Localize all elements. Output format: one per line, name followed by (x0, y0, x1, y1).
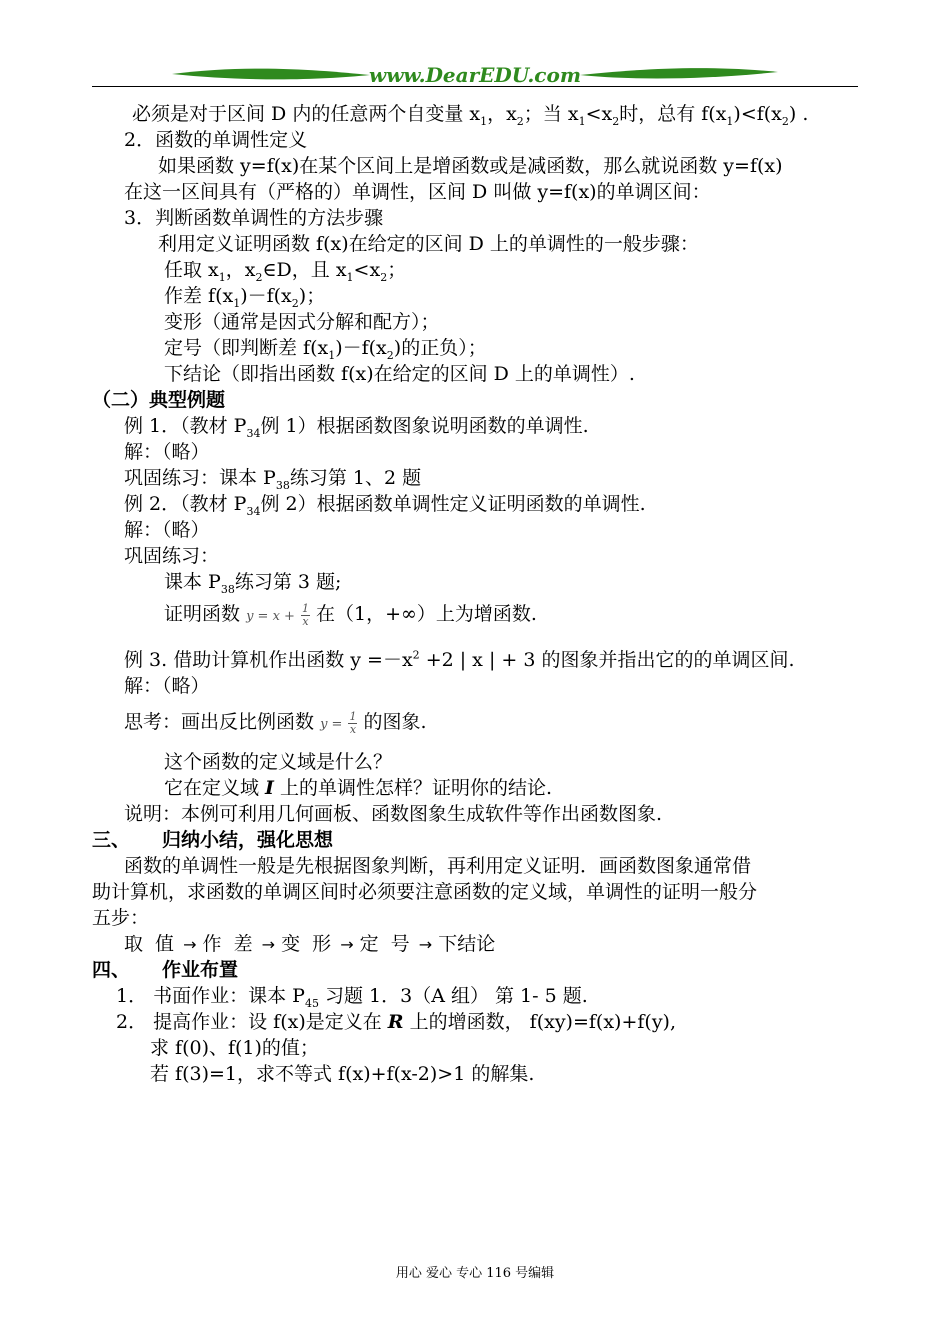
section-homework-title: 四、 作业布置 (92, 959, 239, 981)
logo-text: www.DearEDU.com (368, 63, 582, 87)
solution-2: 解：（略） (124, 519, 210, 541)
think-line: 思考：画出反比例函数 y = $\frac{1}{x}$ 的图象. (124, 709, 427, 736)
paragraph-line: 在这一区间具有（严格的）单调性，区间 D 叫做 y=f(x)的单调区间： (124, 181, 711, 203)
step-4: 定号（即判断差 $f(x_1)-f(x_2)$的正负）； (164, 337, 487, 362)
solution-1: 解：（略） (124, 441, 210, 463)
formula-lhs: y = (320, 717, 343, 732)
practice-2-item-1: 课本 $P_{38}$练习第 3 题; (164, 571, 342, 596)
practice-1: 巩固练习：课本 $P_{38}$练习第 1、2 题 (124, 467, 422, 492)
paragraph-line: 五步： (92, 907, 150, 929)
paragraph-line: 如果函数 y=f(x)在某个区间上是增函数或是减函数，那么就说函数 y=f(x) (158, 155, 783, 177)
arrow-right-icon: → (183, 935, 197, 954)
paragraph-line: 函数的单调性一般是先根据图象判断，再利用定义证明．画函数图象通常借 (124, 855, 752, 877)
formula-lhs: y = x + (246, 609, 295, 624)
paragraph-line: 利用定义证明函数 f(x)在给定的区间 D 上的单调性的一般步骤： (158, 233, 699, 255)
practice-2-item-2: 证明函数 y = x + $\frac{1}{x}$ 在（1，+∞）上为增函数. (164, 601, 537, 628)
line-definition-end: 必须是对于区间 D 内的任意两个自变量 $x_1$，$x_2$；当 $x_1<x_2$时，总有 $f(x_1)<f(x_2)$ . (132, 103, 809, 128)
section-typical-examples-title: （二）典型例题 (92, 389, 226, 411)
step-2: 作差 $f(x_1)-f(x_2)$； (164, 285, 326, 310)
arrow-right-icon: → (340, 935, 354, 954)
example-3: 例 3. 借助计算机作出函数 $y =-x^2 +2$ | x | + 3 的图象并指出它的的单调区间. (124, 648, 795, 671)
practice-2: 巩固练习： (124, 545, 220, 567)
page-footer: 用心 爱心 专心 116 号编辑 (395, 1266, 555, 1281)
homework-2-question-2: 若 f(3)=1，求不等式 f(x)+f(x-2)>1 的解集. (150, 1063, 535, 1085)
section-2-title: 2．函数的单调性定义 (124, 129, 308, 151)
fraction: $\frac{1}{x}$ (301, 601, 309, 628)
paragraph-line: 助计算机，求函数的单调区间时必须要注意函数的定义域，单调性的证明一般分 (92, 881, 758, 903)
homework-1: 1． 书面作业：课本 $P_{45}$ 习题 1．3（A 组） 第 1- 5 题. (116, 985, 588, 1010)
think-question-1: 这个函数的定义域是什么？ (164, 751, 393, 773)
example-2: 例 2．（教材 $P_{34}$例 2）根据函数单调性定义证明函数的单调性. (124, 493, 646, 518)
arrow-right-icon: → (418, 935, 433, 954)
note-line: 说明：本例可利用几何画板、函数图象生成软件等作出函数图象. (124, 803, 663, 825)
arrow-right-icon: → (261, 935, 276, 954)
homework-2-question-1: 求 f(0)、f(1)的值； (150, 1037, 319, 1059)
proof-steps-flow: 取 值 → 作 差 → 变 形 → 定 号 → 下结论 (124, 933, 496, 955)
section-summary-title: 三、 归纳小结，强化思想 (92, 829, 334, 851)
homework-2: 2． 提高作业：设 f(x)是定义在 R 上的增函数， f(xy)=f(x)+f(y), (116, 1011, 677, 1033)
fraction: $\frac{1}{x}$ (349, 709, 357, 736)
step-3: 变形（通常是因式分解和配方）； (164, 311, 440, 333)
section-3-title: 3．判断函数单调性的方法步骤 (124, 207, 384, 229)
think-question-2: 它在定义域 I 上的单调性怎样？证明你的结论. (164, 777, 553, 799)
step-1: 任取 $x_1$，$x_2\in D$，且 $x_1<x_2$； (164, 259, 407, 284)
header-rule (92, 86, 858, 87)
example-1: 例 1．（教材 $P_{34}$例 1）根据函数图象说明函数的单调性. (124, 415, 589, 440)
step-5: 下结论（即指出函数 f(x)在给定的区间 D 上的单调性）. (164, 363, 635, 385)
solution-3: 解：（略） (124, 675, 210, 697)
